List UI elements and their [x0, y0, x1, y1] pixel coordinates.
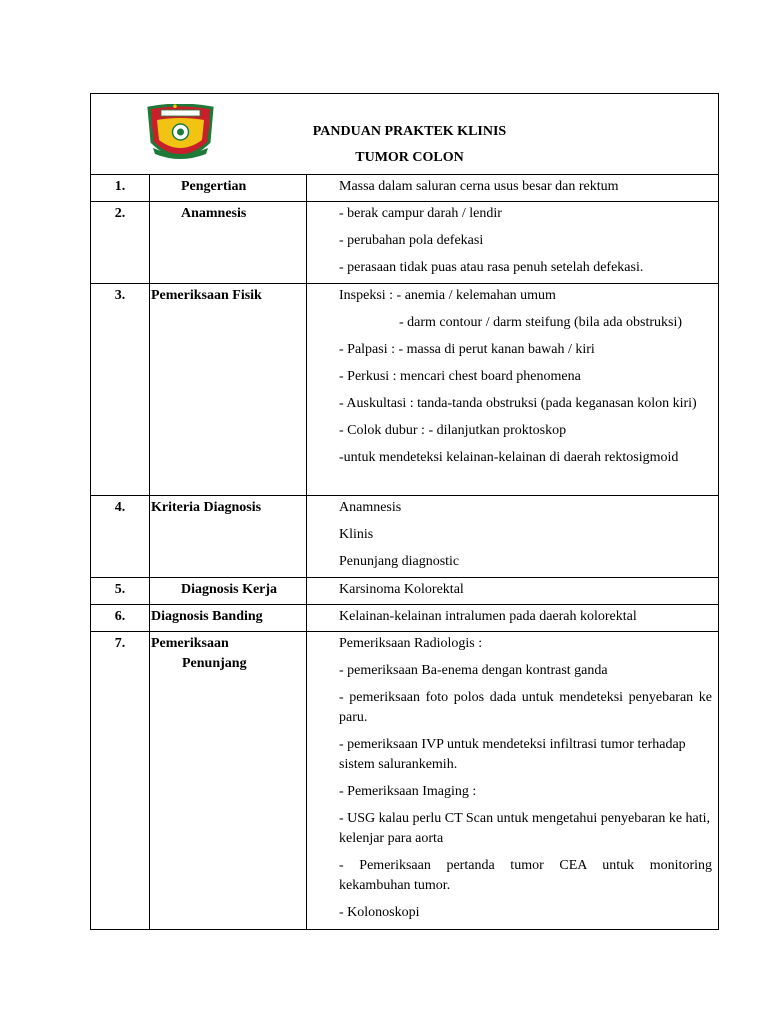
row-label: Pemeriksaan Fisik [150, 284, 307, 496]
content-line: - perasaan tidak puas atau rasa penuh setelah defekasi. [339, 260, 644, 275]
content-line: Massa dalam saluran cerna usus besar dan rektum [339, 179, 619, 194]
content-line: Penunjang diagnostic [339, 554, 460, 569]
content-line: Klinis [339, 527, 374, 542]
row-content [307, 496, 719, 578]
table-row [91, 496, 719, 578]
content-line: - Auskultasi : tanda-tanda obstruksi (pada keganasan kolon kiri) [339, 396, 697, 411]
row-content [307, 605, 719, 632]
content-line: - Pemeriksaan pertanda tumor CEA untuk monitoring kekambuhan tumor. [339, 858, 712, 893]
table-row [91, 605, 719, 632]
document-title: PANDUAN PRAKTEK KLINIS [312, 124, 507, 139]
row-label-line2: Penunjang [182, 656, 247, 671]
content-line: - Perkusi : mencari chest board phenomena [339, 369, 581, 384]
table-row [91, 632, 719, 930]
row-label: Kriteria Diagnosis [150, 496, 307, 578]
document-subtitle: TUMOR COLON [355, 150, 464, 165]
content-line: - darm contour / darm steifung (bila ada obstruksi) [399, 315, 683, 330]
row-label: Diagnosis Banding [150, 605, 307, 632]
content-line: - pemeriksaan foto polos dada untuk mendeteksi penyebaran ke paru. [339, 690, 712, 725]
row-label: Pengertian [150, 175, 307, 202]
row-content [307, 632, 719, 930]
header-cell [91, 94, 719, 175]
content-line: - Palpasi : - massa di perut kanan bawah / kiri [339, 342, 595, 357]
content-line: - pemeriksaan IVP untuk mendeteksi infiltrasi tumor terhadap sistem salurankemih. [339, 737, 686, 772]
row-number: 1. [91, 175, 150, 202]
content-line: - USG kalau perlu CT Scan untuk mengetahui penyebaran ke hati, kelenjar para aorta [339, 811, 711, 846]
content-line: - berak campur darah / lendir [339, 206, 502, 221]
content-line: - Pemeriksaan Imaging : [339, 784, 477, 799]
table-row [91, 175, 719, 202]
row-content [307, 284, 719, 496]
content-line: - pemeriksaan Ba-enema dengan kontrast ganda [339, 663, 608, 678]
content-line: -untuk mendeteksi kelainan-kelainan di daerah rektosigmoid [339, 450, 679, 465]
row-label-line1: Pemeriksaan [151, 636, 229, 651]
row-label: Anamnesis [150, 202, 307, 284]
row-number: 2. [91, 202, 150, 284]
table-row [91, 578, 719, 605]
row-content [307, 202, 719, 284]
clinical-guide-table [90, 93, 719, 930]
content-line: - perubahan pola defekasi [339, 233, 484, 248]
content-line: Karsinoma Kolorektal [339, 582, 464, 597]
row-label: Diagnosis Kerja [150, 578, 307, 605]
header-row [91, 94, 719, 175]
row-number: 4. [91, 496, 150, 578]
row-number: 5. [91, 578, 150, 605]
row-content [307, 175, 719, 202]
row-number: 7. [91, 632, 150, 930]
content-line: Pemeriksaan Radiologis : [339, 636, 483, 651]
content-line: - Kolonoskopi [339, 905, 420, 920]
row-number: 6. [91, 605, 150, 632]
content-line: Anamnesis [339, 500, 402, 515]
row-label [150, 632, 307, 930]
content-line: Inspeksi : - anemia / kelemahan umum [339, 288, 556, 303]
row-number: 3. [91, 284, 150, 496]
table-row [91, 284, 719, 496]
content-line: - Colok dubur : - dilanjutkan proktoskop [339, 423, 567, 438]
row-content [307, 578, 719, 605]
content-line: Kelainan-kelainan intralumen pada daerah kolorektal [339, 609, 637, 624]
table-row [91, 202, 719, 284]
